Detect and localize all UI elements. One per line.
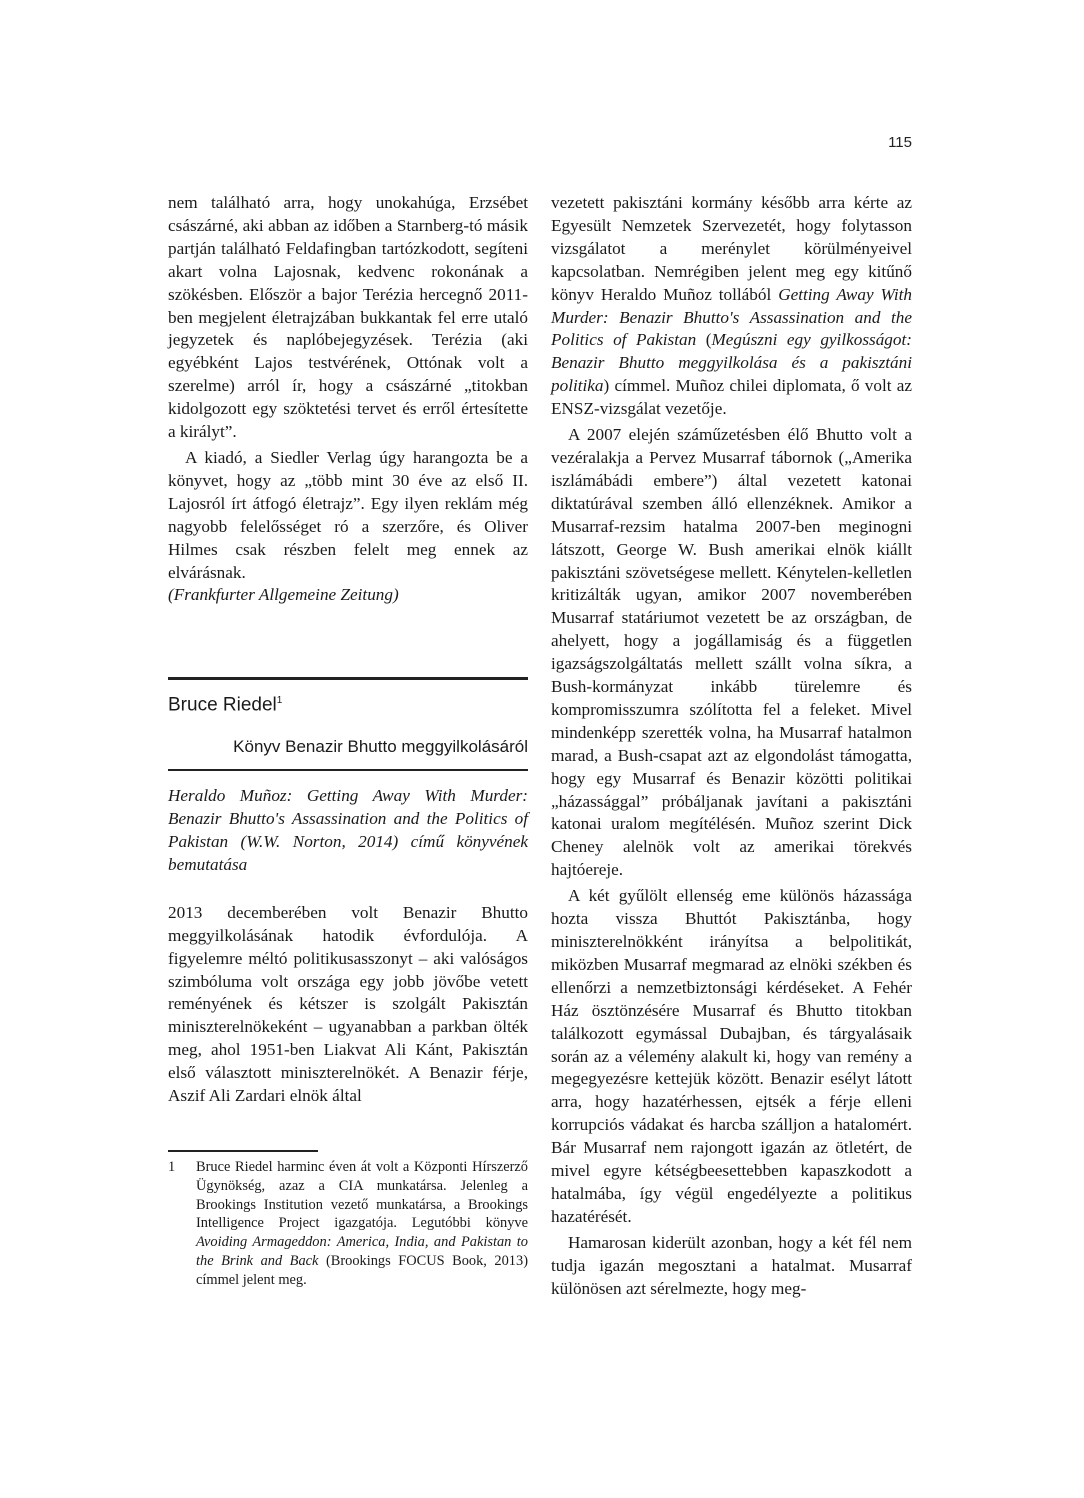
article-subtitle-rule (168, 769, 528, 771)
right-paragraph-3: A két gyűlölt ellenség eme különös házassága hozta vissza Bhuttót Pakisztánba, hogy miniszterelnökként irányítsa a belpolitikát, miközben Musarraf megmarad az elnöki székben és ellenőrzi a nemzetbiztonsági kérdéseket. A Fehér Ház ösztönzésére Musarraf és Bhutto titokban találkozott egymással Dubajban, és tárgyalásaik során az a vélemény alakult ki, hogy van remény a megegyezésre kettejük között. Benazir esélyt látott arra, hogy hazatérhessen, ejtsék a férje elleni korrupciós vádakat és harcba szálljon a hatalomért. Bár Musarraf nem rajongott igazán az ötletért, de mivel egyre kétségbeesettebben kapaszkodott a hatalmába, így végül engedélyezte a politikus hazatérését. (551, 886, 912, 1226)
source-citation: (Frankfurter Allgemeine Zeitung) (168, 585, 399, 605)
right-p1-text-1: vezetett pakisztáni kormány később arra kérte az Egyesült Nemzetek Szervezetét, hogy folytasson vizsgálatot a merénylet körülményeivel kapcsolatban. Nemrégiben jelent meg egy kitűnő könyv Heraldo Muñoz tollából (551, 193, 912, 304)
page-number: 115 (888, 134, 912, 151)
left-paragraph-2: A kiadó, a Siedler Verlag úgy harangozta be a könyvet, hogy az „több mint 30 éve az első II. Lajosról írt átfogó életrajz”. Egy ilyen reklám még nagyobb felelősséget ró a szerzőre, és Oliver Hilmes csak részben felelt meg ennek az elvárásnak. (168, 447, 528, 582)
right-column (551, 192, 912, 1301)
author-footnote-mark: 1 (276, 695, 283, 707)
right-paragraph-2: A 2007 elején száműzetésben élő Bhutto volt a vezéralakja a Pervez Musarraf tábornok („Amerika iszlámábádi embere”) által vezetett katonai diktatúrával szemben álló ellenzéknek. Amikor a Musarraf-rezsim hatalma 2007-ben meginogni látszott, George W. Bush amerikai elnök kiállt pakisztáni szövetségese mellett. Kénytelen-kelletlen kritizálták ugyan, amikor 2007 novemberében Musarraf statáriumot vezetett be az országban, de ahelyett, hogy a jogállamiság és a független igazságszolgáltatás mellett szállt volna síkra, a Bush-kormányzat inkább türelemre és kompromisszumra szólította fel a feleket. Mivel mindenképp szerették volna, ha Musarraf hatalmon marad, a Bush-csapat azt az elgondolást támogatta, hogy egy Musarraf és Benazir közötti politikai „házassággal” próbáljanak javítani a pakisztáni katonai uralom megítélésén. Muñoz szerint Dick Cheney alelnök volt az amerikai törekvés hajtóereje. (551, 425, 912, 880)
right-paragraph-4: Hamarosan kiderült azonban, hogy a két fél nem tudja igazán megosztani a hatalmat. Musarraf különösen azt sérelmezte, hogy meg- (551, 1232, 912, 1298)
footnote-text (196, 1158, 528, 1290)
footnote-text-part2: (Brookings FOCUS Book, 2013) címmel jelent meg. (196, 1252, 528, 1288)
left-paragraph-1: nem található arra, hogy unokahúga, Erzsébet császárné, aki abban az időben a Starnberg-tó másik partján található Feldafingban tartózkodott, segíteni akart volna Lajosnak, kedvenc rokonának a szökésben. Először a bajor Terézia hercegnő 2011-ben megjelent életrajzában bukkantak fel erre utaló jegyzetek és naplóbejegyzések. Terézia (aki egyébként Lajos testvérének, Ottónak volt a szerelme) arról ír, hogy a császárné „titokban kidolgozott egy szöktetési tervet és erről értesítette a királyt”. (168, 193, 528, 442)
article-top-rule (168, 677, 528, 680)
footnote (168, 1158, 528, 1290)
footnote-number: 1 (168, 1159, 176, 1175)
article-subtitle: Könyv Benazir Bhutto meggyilkolásáról (233, 737, 528, 757)
right-p1-text-3: ) címmel. Muñoz chilei diplomata, ő volt az ENSZ-vizsgálat vezetője. (551, 376, 912, 419)
right-p1-book-english: Getting Away With Murder: Benazir Bhutto's Assassination and the Politics of Pakistan (551, 284, 913, 350)
right-paragraph-1 (551, 192, 912, 421)
right-p1-book-hungarian: Megúszni egy gyilkosságot: Benazir Bhutto meggyilkolása és a pakisztáni politika (551, 330, 912, 396)
left-column (168, 192, 528, 1108)
author-name: Bruce Riedel (168, 694, 277, 716)
footnote-rule (168, 1150, 318, 1152)
footnote-text-part1: Bruce Riedel harminc éven át volt a Központi Hírszerző Ügynökség, azaz a CIA munkatársa. Jelenleg a Brookings Institution vezető munkatársa, a Brookings Intelligence Project igazgatója. Legutóbbi könyve (196, 1159, 528, 1232)
article-author (168, 690, 528, 716)
footnote-book-title: Avoiding Armageddon: America, India, and Pakistan to the Brink and Back (196, 1234, 528, 1269)
right-p1-text-2: ( (696, 330, 712, 350)
article-lead: Heraldo Muñoz: Getting Away With Murder: Benazir Bhutto's Assassination and the Politics of Pakistan (W.W. Norton, 2014) című könyvének bemutatása (168, 786, 528, 874)
article-body-left: 2013 decemberében volt Benazir Bhutto meggyilkolásának hatodik évfordulója. A figyelemre méltó politikusasszonyt – aki valóságos szimbóluma volt országa egy jobb jövőbe vetett reményének és kétszer is szolgált Pakisztán miniszterelnökeként – ugyanabban a parkban ölték meg, ahol 1951-ben Liakvat Ali Kánt, Pakisztán első választott miniszterelnökét. A Benazir férje, Aszif Ali Zardari elnök által (168, 902, 528, 1106)
